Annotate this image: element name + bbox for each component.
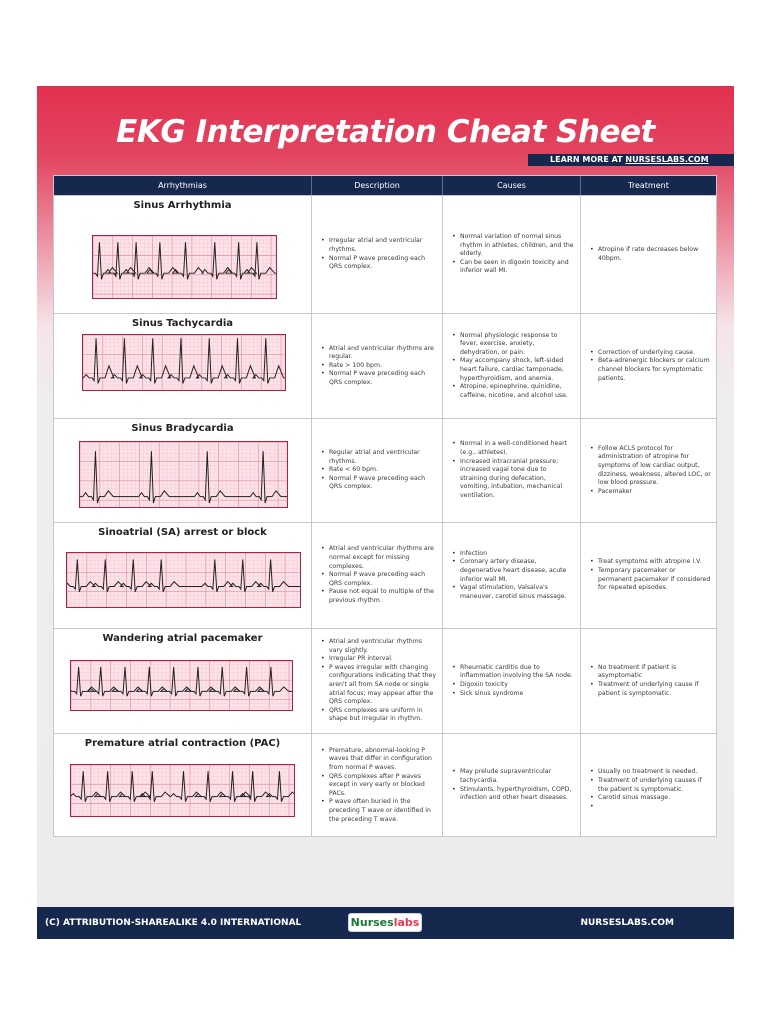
- logo-word-nurses: Nurses: [350, 916, 394, 929]
- treatment-cell: [580, 734, 716, 837]
- list-item: • QRS complexes after P waves except in very early or blocked PACs.: [320, 773, 437, 799]
- description-list: [320, 545, 437, 605]
- treatment-cell: [580, 314, 716, 418]
- license-text: (C) ATTRIBUTION-SHAREALIKE 4.0 INTERNATIONAL: [45, 918, 302, 928]
- list-item: • Premature, abnormal-looking P waves that differ in configuration from normal P waves.: [320, 747, 437, 773]
- ekg-table: [53, 175, 717, 837]
- list-item: • Rate > 100 bpm.: [320, 362, 437, 371]
- description-cell: [311, 196, 442, 313]
- list-item: • Normal P wave preceding each QRS complex.: [320, 370, 437, 387]
- list-item: • Treatment of underlying cause if patient is symptomatic.: [589, 681, 711, 698]
- learn-more-link[interactable]: NURSESLABS.COM: [625, 155, 709, 164]
- list-item: • QRS complexes are uniform in shape but irregular in rhythm.: [320, 707, 437, 724]
- logo-word-labs: labs: [393, 916, 420, 929]
- treatment-cell: [580, 629, 716, 733]
- treatment-cell: [580, 419, 716, 522]
- treatment-list: [589, 445, 711, 497]
- arrhythmia-cell: [54, 419, 311, 522]
- page-title: EKG Interpretation Cheat Sheet: [116, 114, 655, 150]
- arrhythmia-name: Sinus Tachycardia: [131, 318, 234, 329]
- arrhythmia-cell: [54, 314, 311, 418]
- list-item: • P wave often buried in the preceding T wave or identified in the preceding T wave.: [320, 798, 437, 824]
- arrhythmia-name: Sinoatrial (SA) arrest or block: [98, 527, 267, 538]
- description-list: [320, 747, 437, 824]
- list-item: • Correction of underlying cause.: [589, 349, 711, 358]
- causes-cell: [442, 629, 580, 733]
- nurseslabs-logo[interactable]: [348, 913, 422, 932]
- list-item: • Can be seen in digoxin toxicity and inferior wall MI.: [451, 259, 575, 276]
- learn-more-banner[interactable]: [528, 154, 734, 166]
- list-item: • No treatment if patient is asymptomatic: [589, 664, 711, 681]
- treatment-list: [589, 246, 711, 263]
- causes-list: [451, 768, 575, 802]
- description-list: [320, 237, 437, 271]
- arrhythmia-cell: [54, 734, 311, 837]
- description-list: [320, 345, 437, 388]
- causes-list: [451, 233, 575, 276]
- list-item: • Normal in a well-conditioned heart (e.g., athletes).: [451, 440, 575, 457]
- causes-cell: [442, 419, 580, 522]
- column-header-description: Description: [311, 176, 442, 195]
- list-item: • Normal physiologic response to fever, exercise, anxiety, dehydration, or pain.: [451, 332, 575, 358]
- list-item: • May prelude supraventricular tachycardia.: [451, 768, 575, 785]
- description-list: [320, 449, 437, 492]
- list-item: • Digoxin toxicity: [451, 681, 575, 690]
- description-cell: [311, 419, 442, 522]
- arrhythmia-name: Sinus Bradycardia: [131, 423, 234, 434]
- cheat-sheet-page: [37, 86, 734, 939]
- list-item: • Normal P wave preceding each QRS complex.: [320, 255, 437, 272]
- list-item: • P waves irregular with changing configurations indicating that they aren't all from SA node or single atrial focus; may appear after the QRS complex.: [320, 664, 437, 707]
- causes-cell: [442, 734, 580, 837]
- list-item: • Infection: [451, 550, 575, 559]
- table-row: [54, 522, 716, 628]
- column-header-treatment: Treatment: [580, 176, 716, 195]
- list-item: • Atrial and ventricular rhythms are normal except for missing complexes.: [320, 545, 437, 571]
- treatment-cell: [580, 523, 716, 628]
- ekg-strip: [70, 660, 293, 711]
- arrhythmia-name: Sinus Arrhythmia: [133, 200, 232, 211]
- list-item: • Atrial and ventricular rhythms vary slightly.: [320, 638, 437, 655]
- causes-list: [451, 550, 575, 602]
- list-item: • Usually no treatment is needed.: [589, 768, 711, 777]
- table-row: [54, 418, 716, 522]
- arrhythmia-name: Premature atrial contraction (PAC): [84, 738, 281, 749]
- description-cell: [311, 629, 442, 733]
- list-item: • Coronary artery disease, degenerative heart disease, acute inferior wall MI.: [451, 558, 575, 584]
- description-cell: [311, 523, 442, 628]
- list-item: • Beta-adrenergic blockers or calcium channel blockers for symptomatic patients.: [589, 357, 711, 383]
- list-item: • Regular atrial and ventricular rhythms.: [320, 449, 437, 466]
- arrhythmia-cell: [54, 629, 311, 733]
- list-item: • Irregular PR interval.: [320, 655, 437, 664]
- causes-list: [451, 664, 575, 698]
- table-row: [54, 733, 716, 837]
- list-item: • Irregular atrial and ventricular rhythms.: [320, 237, 437, 254]
- list-item: • Pause not equal to multiple of the previous rhythm.: [320, 588, 437, 605]
- treatment-list: [589, 349, 711, 383]
- column-header-arrhythmias: Arrhythmias: [158, 181, 207, 190]
- description-cell: [311, 314, 442, 418]
- footer: [37, 907, 734, 939]
- footer-site-link[interactable]: NURSESLABS.COM: [580, 918, 674, 928]
- column-header-causes: Causes: [442, 176, 580, 195]
- ekg-strip: [92, 235, 277, 299]
- ekg-strip: [79, 441, 288, 508]
- list-item: • Atropine, epinephrine, quinidine, caffeine, nicotine, and alcohol use.: [451, 383, 575, 400]
- causes-cell: [442, 196, 580, 313]
- list-item: • Stimulants, hyperthyroidism, COPD, infection and other heart diseases.: [451, 786, 575, 803]
- causes-list: [451, 332, 575, 401]
- table-row: [54, 195, 716, 313]
- list-item: • Carotid sinus massage.: [589, 794, 711, 803]
- causes-cell: [442, 314, 580, 418]
- treatment-list: [589, 768, 711, 802]
- treatment-list: [589, 664, 711, 698]
- treatment-list: [589, 558, 711, 592]
- ekg-strip: [70, 764, 295, 817]
- ekg-strip: [82, 334, 286, 391]
- ekg-strip: [66, 552, 301, 608]
- arrhythmia-cell: [54, 196, 311, 313]
- list-item: • Pacemaker: [589, 488, 711, 497]
- list-item: • Temporary pacemaker or permanent pacemaker if considered for repeated episodes.: [589, 567, 711, 593]
- list-item: • Normal P wave preceding each QRS complex.: [320, 571, 437, 588]
- description-cell: [311, 734, 442, 837]
- list-item: • Rate < 60 bpm.: [320, 466, 437, 475]
- list-item: • Normal variation of normal sinus rhythm in athletes, children, and the elderly.: [451, 233, 575, 259]
- list-item: • Vagal stimulation, Valsalva's maneuver, carotid sinus massage.: [451, 584, 575, 601]
- table-row: [54, 313, 716, 418]
- table-row: [54, 628, 716, 733]
- list-item: • Follow ACLS protocol for administration of atropine for symptoms of low cardiac output, dizziness, weakness, altered LOC, or low blood pressure.: [589, 445, 711, 488]
- list-item: • Normal P wave preceding each QRS complex.: [320, 475, 437, 492]
- list-item: • Atrial and ventricular rhythms are regular.: [320, 345, 437, 362]
- treatment-cell: [580, 196, 716, 313]
- list-item: • Rheumatic carditis due to inflammation involving the SA node.: [451, 664, 575, 681]
- list-item: • Treatment of underlying causes if the patient is symptomatic.: [589, 777, 711, 794]
- description-list: [320, 638, 437, 724]
- list-item: • Increased intracranial pressure; increased vagal tone due to straining during defecation, vomiting, intubation, mechanical ventilation.: [451, 458, 575, 501]
- arrhythmia-cell: [54, 523, 311, 628]
- learn-more-prefix: LEARN MORE AT: [550, 155, 626, 164]
- table-header: [54, 176, 716, 195]
- list-item: • Treat symptoms with atropine I.V.: [589, 558, 711, 567]
- causes-list: [451, 440, 575, 500]
- arrhythmia-name: Wandering atrial pacemaker: [102, 633, 263, 644]
- list-item: • Atropine if rate decreases below 40bpm.: [589, 246, 711, 263]
- list-item: • May accompany shock, left-sided heart failure, cardiac tamponade, hyperthyroidism, and anemia.: [451, 357, 575, 383]
- causes-cell: [442, 523, 580, 628]
- list-item: • Sick sinus syndrome: [451, 690, 575, 699]
